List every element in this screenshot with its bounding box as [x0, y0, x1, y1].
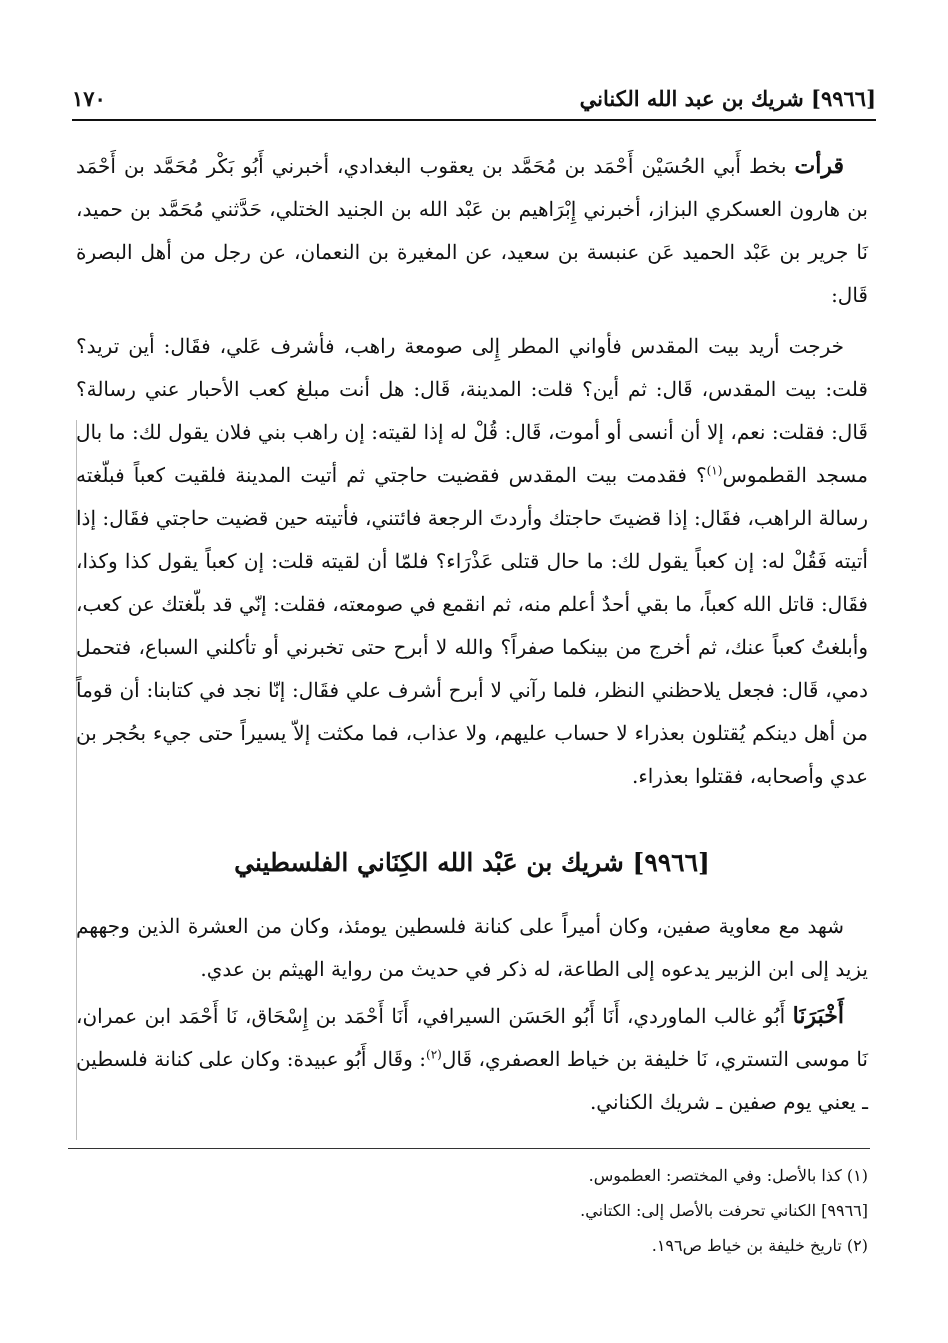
- running-header: [72, 80, 876, 120]
- paragraph-text: أَبُو غالب الماوردي، أَنَا أَبُو الحَسَن السيرافي، أَنَا أَحْمَد بن إِسْحَاق، نَا أَحْمَد ابن عمران، نَا موسى التستري، نَا خليفة بن خياط العصفري، قَال: [76, 1004, 868, 1071]
- running-header-title: [٩٩٦٦] شريك بن عبد الله الكناني: [579, 86, 876, 111]
- paragraph-text: بخط أَبي الحُسَيْن أَحْمَد بن مُحَمَّد بن يعقوب البغدادي، أخبرني أَبُو بَكْر مُحَمَّد بن أَحْمَد بن هارون العسكري البزاز، أخبرني إِبْرَاهيم بن عَبْد الله بن الجنيد الختلي، حَدَّثني مُحَمَّد بن حميد، نَا جرير بن عَبْد الحميد عَن عنبسة بن سعيد، عن المغيرة بن النعمان، عن رجل من أهل البصرة قَال:: [76, 154, 868, 307]
- paragraph-text: ؟ فقدمت بيت المقدس فقضيت حاجتي ثم أتيت المدينة فلقيت كعباً فبلّغته رسالة الراهب، فقَال: إذا قضيتَ حاجتك وأردتَ الرجعة فائتني، فأتيته حين قضيت حاجتي فقَال: إذا أتيته فَقُلْ له: إن كعباً يقول لك: ما حال قتلى عَذْرَاء؟ فلمّا أن لقيته قلت: إن كعباً يقول كذا وكذا، فقَال: قاتل الله كعباً، ما بقي أحدٌ أعلم منه، ثم انقمع في صومعته، فقلت: إنّي قد بلّغتك عن كعب، وأبلغتُ كعباً عنك، ثم أخرج من بينكما صفراً؟ والله لا أبرح حتى تخبرني أو تأكلني السباع، فتحمل دمي، قَال: فجعل يلاحظني النظر، فلما رآني لا أبرح أشرف علي فقَال: إنّا نجد في كتابنا: أن قوماً من أهل دينكم يُقتلون بعذراء لا حساب عليهم، ولا عذاب، فما مكثت إلاّ يسيراً حتى جيء بحُجر بن عدي وأصحابه، فقتلوا بعذراء.: [76, 463, 868, 788]
- footnote-2: (٢) تاريخ خليفة بن خياط ص١٩٦.: [651, 1236, 868, 1255]
- header-rule: [72, 119, 876, 121]
- paragraph-biography: [76, 905, 868, 991]
- page-number: ١٧٠: [72, 86, 106, 111]
- paragraph-isnad-2: [76, 995, 868, 1124]
- paragraph-text: : وقَال أَبُو عبيدة: وكان على كنانة فلسطين ـ يعني يوم صفين ـ شريك الكناني.: [76, 1047, 868, 1114]
- paragraph-text: خرجت أريد بيت المقدس فأواني المطر إِلى صومعة راهب، فأشرف عَلي، فقَال: أين تريد؟ قلت: بيت المقدس، قَال: ثم أين؟ قلت: المدينة، قَال: هل أنت مبلغ كعب الأحبار عني رسالة؟ قَال: فقلت: نعم، إلا أن أنسى أو أموت، قَال: قُلْ له إذا لقيته: إن راهب بني فلان يقول لك: ما بال مسجد القطموس: [76, 334, 868, 487]
- footnotes: [76, 1158, 868, 1263]
- section-heading: [٩٩٦٦] شريك بن عَبْد الله الكِنَاني الفلسطيني: [234, 848, 710, 877]
- paragraph-text: شهد مع معاوية صفين، وكان أميراً على كنانة فلسطين يومئذ، وكان من العشرة الذين وجههم يزيد إلى ابن الزبير يدعوه إلى الطاعة، له ذكر في حديث من رواية الهيثم بن عدي.: [76, 914, 868, 981]
- footnote-reference-1[interactable]: (١): [706, 463, 723, 478]
- footnote-reference-2[interactable]: (٢): [426, 1047, 442, 1062]
- paragraph-isnad-1: [76, 145, 868, 317]
- footnote-rule: [68, 1148, 870, 1149]
- footnote-heading-note: [٩٩٦٦] الكناني تحرفت بالأصل إلى: الكتاني.: [580, 1201, 868, 1220]
- paragraph-narration: [76, 325, 868, 798]
- paragraph-lead-word: قرأت: [794, 153, 844, 179]
- paragraph-lead-word: أَخْبَرَنَا: [792, 1003, 844, 1029]
- footnote-1: (١) كذا بالأصل: وفي المختصر: العطموس.: [588, 1166, 868, 1185]
